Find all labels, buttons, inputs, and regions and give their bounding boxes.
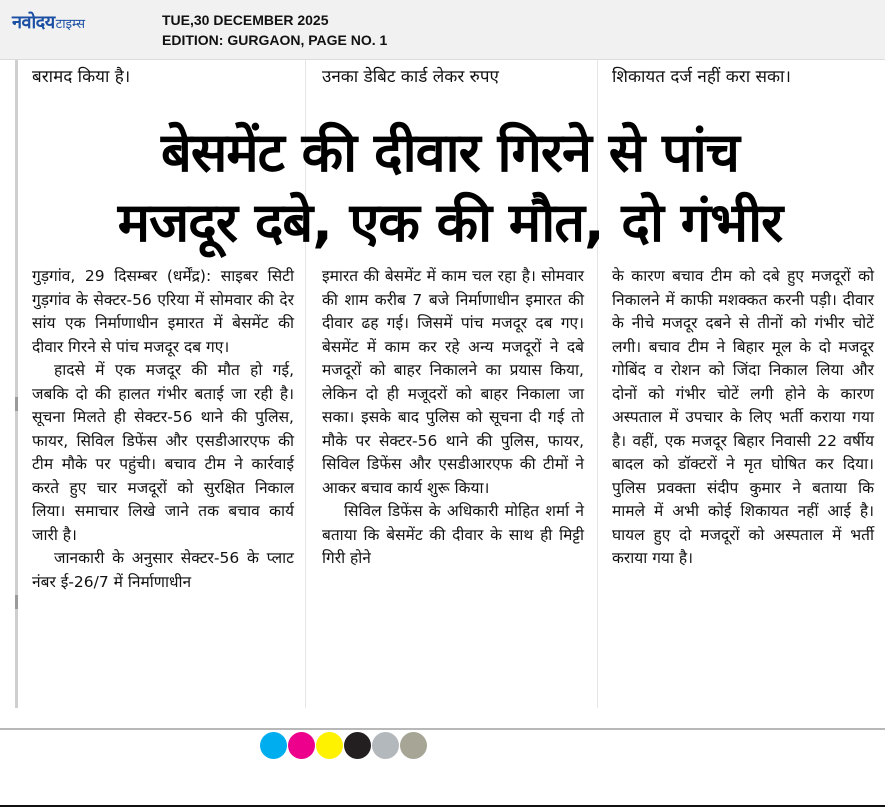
- edition-info: [162, 10, 387, 50]
- prev-article-fragment-left: बरामद किया है।: [32, 67, 131, 87]
- article-paragraph: सिविल डिफेंस के अधिकारी मोहित शर्मा ने बताया कि बेसमेंट की दीवार के साथ ही मिट्टी गिरी होने: [322, 502, 584, 567]
- article-paragraph: के कारण बचाव टीम को दबे हुए मजदूरों को निकालने में काफी मशक्कत करनी पड़ी। दीवार के नीचे मजदूर दबने से तीनों को गंभीर चोटें लगी। बचाव टीम ने बिहार मूल के दो मजदूर गोबिंद व रोशन को जिंदा निकाल लिया और दोनों को गंभीर चोटें लगी होने के कारण अस्पताल में उपचार के लिए भर्ती कराया गया है। वहीं, एक मजदूर बिहार निवासी 22 वर्षीय बादल को डॉक्टरों ने मृत घोषित कर दिया। पुलिस प्रवक्ता संदीप कुमार ने बताया कि मामले में अभी कोई शिकायत नहीं आई है। घायल हुए दो मजदूरों को अस्पताल में भर्ती कराया गया है।: [612, 267, 874, 567]
- logo-sub: टाइम्स: [55, 17, 85, 32]
- article-column-3: [612, 265, 874, 571]
- article-headline: [25, 118, 875, 258]
- color-swatch: [372, 732, 399, 759]
- headline-line-1: बेसमेंट की दीवार गिरने से पांच: [161, 121, 739, 184]
- edge-mark: [15, 397, 18, 411]
- color-swatch: [400, 732, 427, 759]
- color-swatch: [260, 732, 287, 759]
- article-paragraph: जानकारी के अनुसार सेक्टर-56 के प्लाट नंबर ई-26/7 में निर्माणाधीन: [32, 549, 294, 591]
- prev-article-fragment-right: शिकायत दर्ज नहीं करा सका।: [612, 67, 791, 87]
- color-swatch: [316, 732, 343, 759]
- masthead-bar: [0, 0, 885, 60]
- newspaper-logo: [12, 10, 85, 36]
- logo-main: नवोदय: [12, 12, 55, 33]
- article-column-2: [322, 265, 584, 571]
- color-registration-marks: [260, 732, 427, 760]
- article-paragraph: गुड़गांव, 29 दिसम्बर (धर्मेंद्र): साइबर सिटी गुड़गांव के सेक्टर-56 एरिया में सोमवार की देर सांय एक निर्माणाधीन इमारत में बेसमेंट की दीवार गिरने से पांच मजदूर दब गए।: [32, 267, 294, 356]
- headline-line-2: मजदूर दबे, एक की मौत, दो गंभीर: [117, 191, 783, 254]
- color-swatch: [344, 732, 371, 759]
- edition-line: EDITION: GURGAON, PAGE NO. 1: [162, 32, 388, 48]
- edge-mark: [15, 595, 18, 609]
- article-column-1: [32, 265, 294, 594]
- article-paragraph: इमारत की बेसमेंट में काम चल रहा है। सोमवार की शाम करीब 7 बजे निर्माणाधीन इमारत की दीवार ढह गई। जिसमें पांच मजदूर दब गए। बेसमेंट में काम कर रहे अन्य मजदूरों ने दबे मजदूरों को बाहर निकालने का प्रयास किया, लेकिन दो ही मजूदरों को बाहर निकाला जा सका। इसके बाद पुलिस को सूचना दी गई तो मौके पर सेक्टर-56 थाने की पुलिस, फायर, सिविल डिफेंस और एसडीआरएफ की टीमों ने आकर बचाव कार्य शुरू किया।: [322, 267, 584, 497]
- page-edge: [15, 60, 18, 708]
- article-paragraph: हादसे में एक मजदूर की मौत हो गई, जबकि दो की हालत गंभीर बताई जा रही है। सूचना मिलते ही सेक्टर-56 थाने की पुलिस, फायर, सिविल डिफेंस और एसडीआरएफ की टीम मौके पर पहुंची। बचाव टीम ने कार्रवाई करते हुए चार मजदूरों को सुरक्षित निकाल लिया। समाचार लिखे जाने तक बचाव कार्य जारी है।: [32, 361, 294, 544]
- date-line: TUE,30 DECEMBER 2025: [162, 12, 329, 28]
- color-swatch: [288, 732, 315, 759]
- page-bottom-rule: [0, 728, 885, 730]
- prev-article-fragment-middle: उनका डेबिट कार्ड लेकर रुपए: [322, 67, 499, 87]
